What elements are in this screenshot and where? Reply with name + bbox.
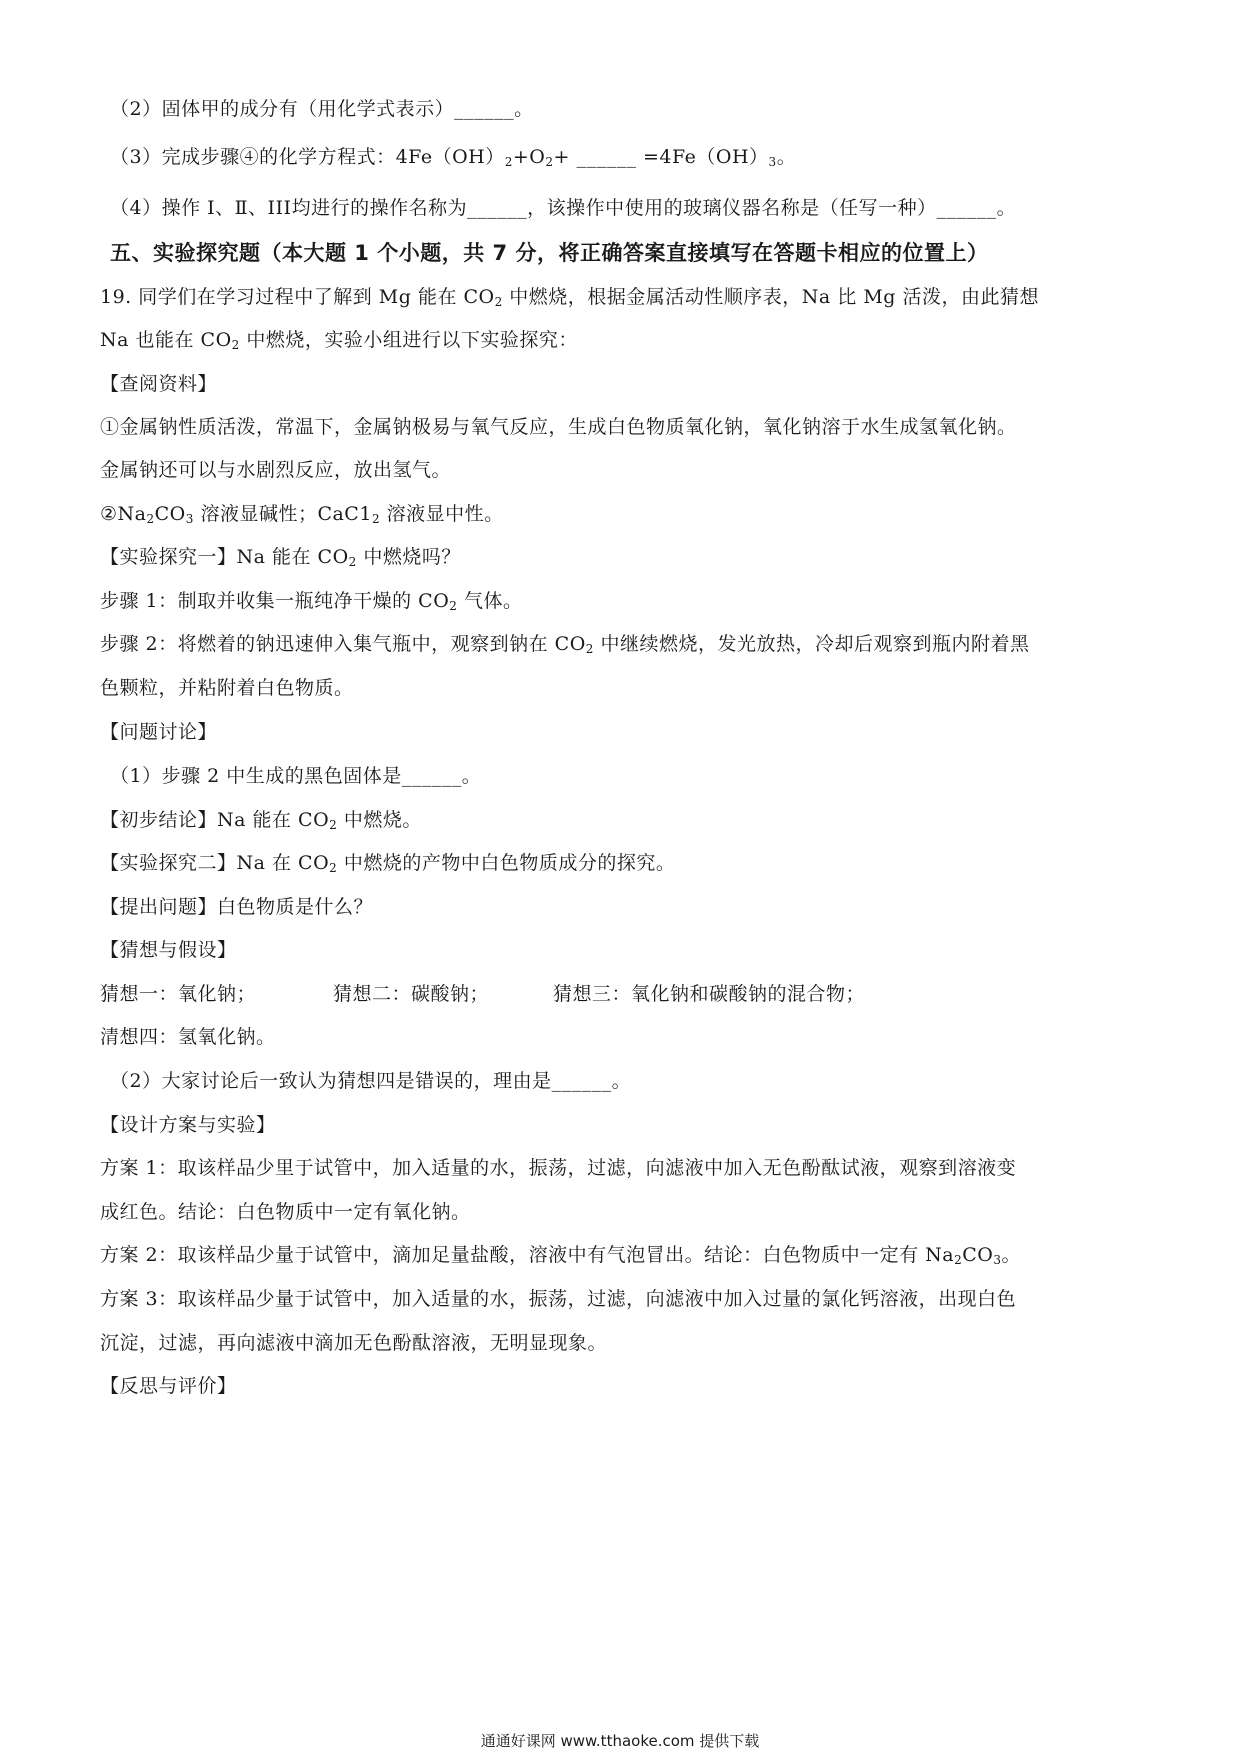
hypothesis-3: 猜想三：氧化钠和碳酸钠的混合物； [553, 983, 866, 1005]
reference-1-line-2: 金属钠还可以与水剧烈反应，放出氢气。 [100, 459, 452, 481]
heading-design: 【设计方案与实验】 [100, 1114, 276, 1136]
experiment-2-title: 【实验探究二】Na 在 $CO_2$ 中燃烧的产物中白色物质成分的探究。 [100, 852, 676, 875]
step-2-line-1: 步骤 2：将燃着的钠迅速伸入集气瓶中，观察到钠在 $CO_2$ 中继续燃烧，发光放热，冷却后观察到瓶内附着黑 [100, 633, 1030, 656]
experiment-1-title: 【实验探究一】Na 能在 $CO_2$ 中燃烧吗？ [100, 546, 461, 569]
preliminary-conclusion: 【初步结论】Na 能在 $CO_2$ 中燃烧。 [100, 809, 422, 832]
plan-1-line-2: 成红色。结论：白色物质中一定有氧化钠。 [100, 1201, 471, 1223]
step-1: 步骤 1：制取并收集一瓶纯净干燥的 $CO_2$ 气体。 [100, 590, 523, 613]
discussion-2: （2）大家讨论后一致认为猜想四是错误的，理由是______。 [110, 1070, 632, 1092]
question-2: （2）固体甲的成分有（用化学式表示）______。 [110, 98, 534, 120]
problem-19-line-2: Na 也能在 $CO_2$ 中燃烧，实验小组进行以下实验探究： [100, 329, 578, 352]
heading-hypothesis: 【猜想与假设】 [100, 939, 237, 961]
hypothesis-2: 猜想二：碳酸钠； [333, 983, 490, 1005]
heading-reflection: 【反思与评价】 [100, 1375, 237, 1397]
plan-2: 方案 2：取该样品少量于试管中，滴加足量盐酸，溶液中有气泡冒出。结论：白色物质中一定有 $Na_2CO_3$。 [100, 1244, 1022, 1267]
question-raised: 【提出问题】白色物质是什么？ [100, 896, 374, 918]
heading-reference: 【查阅资料】 [100, 373, 218, 395]
heading-discussion: 【问题讨论】 [100, 721, 218, 743]
plan-3-line-2: 沉淀，过滤，再向滤液中滴加无色酚酞溶液，无明显现象。 [100, 1332, 608, 1354]
question-4: （4）操作 I、Ⅱ、III均进行的操作名称为______，该操作中使用的玻璃仪器名称是（任写一种）______。 [110, 197, 1017, 219]
question-3: （3）完成步骤④的化学方程式：$4Fe(OH)_2+O_2+$ ______ $=4Fe(OH)_3$。 [110, 146, 797, 169]
reference-2: $②Na_2CO_3$ 溶液显碱性；$CaC1_2$ 溶液显中性。 [100, 503, 504, 526]
section-heading: 五、实验探究题（本大题 1 个小题，共 7 分，将正确答案直接填写在答题卡相应的位置上） [110, 241, 989, 265]
step-2-line-2: 色颗粒，并粘附着白色物质。 [100, 677, 354, 699]
plan-3-line-1: 方案 3：取该样品少量于试管中，加入适量的水，振荡，过滤，向滤液中加入过量的氯化钙溶液，出现白色 [100, 1288, 1017, 1310]
problem-19-line-1: 19. 同学们在学习过程中了解到 Mg 能在 $CO_2$ 中燃烧，根据金属活动性顺序表，Na 比 Mg 活泼，由此猜想 [100, 286, 1039, 309]
discussion-1: （1）步骤 2 中生成的黑色固体是______。 [110, 765, 482, 787]
plan-1-line-1: 方案 1：取该样品少里于试管中，加入适量的水，振荡，过滤，向滤液中加入无色酚酞试液，观察到溶液变 [100, 1157, 1017, 1179]
reference-1-line-1: ①金属钠性质活泼，常温下，金属钠极易与氧气反应，生成白色物质氧化钠，氧化钠溶于水生成氢氧化钠。 [100, 416, 1017, 438]
footer-source: 通通好课网 www.tthaoke.com 提供下载 [480, 1732, 760, 1750]
hypothesis-4: 清想四：氢氧化钠。 [100, 1026, 276, 1048]
hypothesis-1: 猜想一：氧化钠； [100, 983, 257, 1005]
